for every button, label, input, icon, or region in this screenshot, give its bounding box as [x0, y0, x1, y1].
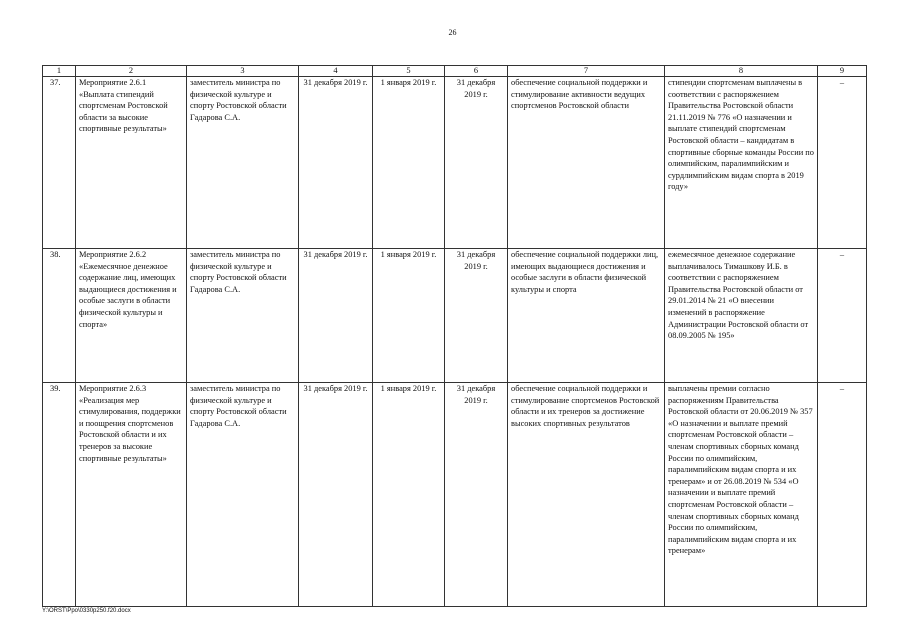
- column-number: 4: [299, 66, 373, 77]
- actual-end-cell: 31 декабря 2019 г.: [445, 383, 508, 607]
- expected-result-cell: обеспечение социальной поддержки и стимулирование спортсменов Ростовской области и их тренеров за достижение высоких спортивных результатов: [508, 383, 665, 607]
- row-number: 38.: [43, 249, 76, 383]
- reason-cell: –: [818, 77, 867, 249]
- actual-result-cell: выплачены премии согласно распоряжениям Правительства Ростовской области от 20.06.2019 № 357 «О назначении и выплате премий спортсменам Ростовской области – членам спортивных сборных команд России по олимпийским, паралимпийским видам спорта и их тренерам» и от 26.08.2019 № 534 «О назначении и выплате премий спортсменам Ростовской области – членам спортивных сборных команд России по олимпийским, паралимпийским видам спорта и их тренерам»: [665, 383, 818, 607]
- column-number: 7: [508, 66, 665, 77]
- actual-start-cell: 1 января 2019 г.: [373, 383, 445, 607]
- actual-result-cell: стипендии спортсменам выплачены в соответствии с распоряжением Правительства Ростовской области 21.11.2019 № 776 «О назначении и выплате стипендий спортсменам Ростовской области – кандидатам в спортивные сборные команды России по олимпийским, паралимпийским и сурдлимпийским видам спорта в 2019 году»: [665, 77, 818, 249]
- actual-start-cell: 1 января 2019 г.: [373, 249, 445, 383]
- planned-end-cell: 31 декабря 2019 г.: [299, 249, 373, 383]
- measure-cell: Мероприятие 2.6.3 «Реализация мер стимулирования, поддержки и поощрения спортсменов Ростовской области и их тренеров за высокие спортивные результаты»: [76, 383, 187, 607]
- column-number: 3: [187, 66, 299, 77]
- planned-end-cell: 31 декабря 2019 г.: [299, 383, 373, 607]
- actual-start-cell: 1 января 2019 г.: [373, 77, 445, 249]
- reason-cell: –: [818, 249, 867, 383]
- actual-end-cell: 31 декабря 2019 г.: [445, 249, 508, 383]
- measure-cell: Мероприятие 2.6.1 «Выплата стипендий спортсменам Ростовской области за высокие спортивные результаты»: [76, 77, 187, 249]
- executor-cell: заместитель министра по физической культуре и спорту Ростовской области Гадарова С.А.: [187, 249, 299, 383]
- report-table: [42, 65, 867, 607]
- column-number: 1: [43, 66, 76, 77]
- table-row: [43, 77, 867, 249]
- table-row: [43, 249, 867, 383]
- planned-end-cell: 31 декабря 2019 г.: [299, 77, 373, 249]
- expected-result-cell: обеспечение социальной поддержки и стимулирование активности ведущих спортсменов Ростовской области: [508, 77, 665, 249]
- row-number: 37.: [43, 77, 76, 249]
- document-path: Y:\ORST\Ppo\0330p250.f20.docx: [42, 608, 131, 614]
- column-number: 2: [76, 66, 187, 77]
- column-number: 8: [665, 66, 818, 77]
- actual-result-cell: ежемесячное денежное содержание выплачивалось Тимашкову И.Б. в соответствии с распоряжением Правительства Ростовской области от 29.01.2014 № 21 «О внесении изменений в распоряжение Администрации Ростовской области от 08.09.2005 № 195»: [665, 249, 818, 383]
- executor-cell: заместитель министра по физической культуре и спорту Ростовской области Гадарова С.А.: [187, 77, 299, 249]
- column-number: 6: [445, 66, 508, 77]
- column-number-row: [43, 66, 867, 77]
- measure-cell: Мероприятие 2.6.2 «Ежемесячное денежное содержание лиц, имеющих выдающиеся достижения и особые заслуги в области физической культуры и спорта»: [76, 249, 187, 383]
- expected-result-cell: обеспечение социальной поддержки лиц, имеющих выдающиеся достижения и особые заслуги в области физической культуры и спорта: [508, 249, 665, 383]
- column-number: 9: [818, 66, 867, 77]
- executor-cell: заместитель министра по физической культуре и спорту Ростовской области Гадарова С.А.: [187, 383, 299, 607]
- reason-cell: –: [818, 383, 867, 607]
- row-number: 39.: [43, 383, 76, 607]
- actual-end-cell: 31 декабря 2019 г.: [445, 77, 508, 249]
- page-number: 26: [448, 28, 457, 37]
- column-number: 5: [373, 66, 445, 77]
- table-row: [43, 383, 867, 607]
